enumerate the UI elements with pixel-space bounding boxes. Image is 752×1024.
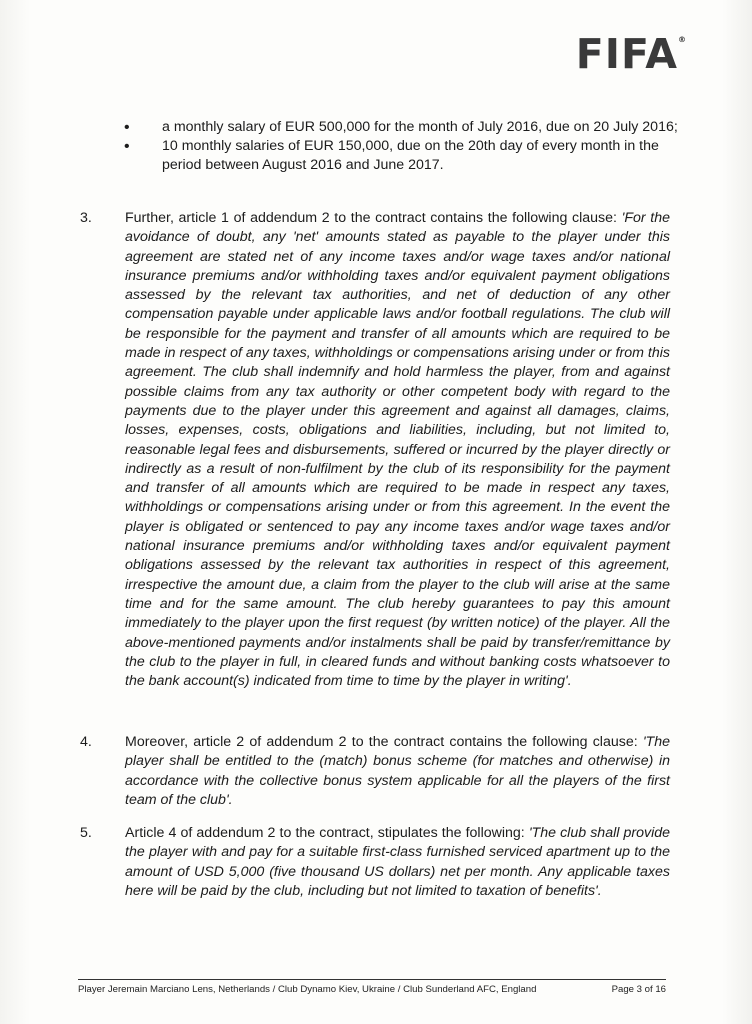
- paragraph-body: [125, 824, 670, 901]
- list-item: [124, 118, 684, 137]
- fifa-logo: [575, 30, 686, 78]
- footer-parties: Player Jeremain Marciano Lens, Netherlands / Club Dynamo Kiev, Ukraine / Club Sunderland AFC, England: [78, 984, 537, 995]
- paragraph-quote: 'The club shall provide the player with and pay for a suitable first-class furnished serviced apartment up to the amount of USD 5,000 (five thousand US dollars) net per month. Any applicable taxes here will be paid by the club, including but not limited to taxation of benefits'.: [125, 825, 671, 899]
- bullet-text: a monthly salary of EUR 500,000 for the month of July 2016, due on 20 July 2016;: [162, 119, 678, 135]
- registered-mark: ®: [678, 35, 686, 44]
- paragraph-quote: 'For the avoidance of doubt, any 'net' amounts stated as payable to the player under this agreement are stated net of any income taxes and/or wage taxes and/or national insurance premiums and/or withholding taxes and/or equivalent payment obligations assessed by the relevant tax authorities, and net of deduction of any other compensation payable under applicable laws and/or football regulations. The club will be responsible for the payment and transfer of all amounts which are required to be made in respect of any taxes, withholdings or compensations arising under or from this agreement. The club shall indemnify and hold harmless the player, from and against possible claims from any tax authority or other competent body with regard to the payments due to the player under this agreement and against all damages, claims, losses, expenses, costs, obligations and liabilities, including, but not limited to, reasonable legal fees and disbursements, suffered or incurred by the player directly or indirectly as a result of non-fulfilment by the club of its responsibility for the payment and transfer of all amounts which are required to be made in respect any taxes, withholdings or compensations arising under or from this agreement. In the event the player is obligated or sentenced to pay any income taxes and/or wage taxes and/or national insurance premiums and/or withholding taxes and/or equivalent payment obligations assessed by the relevant tax authorities in respect of this agreement, irrespective the amount due, a claim from the player to the club will arise at the same time and for the same amount. The club hereby guarantees to pay this amount immediately to the player upon the first request (by written notice) of the player. All the above-mentioned payments and/or instalments shall be paid by transfer/remittance by the club to the player in full, in cleared funds and without banking costs whatsoever to the bank account(s) indicated from time to time by the player in writing'.: [125, 210, 671, 690]
- page-number: Page 3 of 16: [611, 984, 666, 995]
- paragraph-number: 3.: [80, 210, 92, 226]
- paragraph-body: [125, 209, 670, 691]
- paragraph-intro: Moreover, article 2 of addendum 2 to the contract contains the following clause:: [125, 734, 643, 750]
- bullet-icon: •: [124, 119, 130, 136]
- paragraph-body: [125, 733, 670, 810]
- page-footer: [78, 984, 666, 996]
- paragraph-intro: Article 4 of addendum 2 to the contract, stipulates the following:: [125, 825, 529, 841]
- paragraph-number: 5.: [80, 825, 92, 841]
- paragraph-4: [80, 733, 670, 810]
- bullet-icon: •: [124, 138, 130, 155]
- paragraph-number: 4.: [80, 734, 92, 750]
- logo-text: FIFA: [575, 30, 678, 78]
- footer-divider: [78, 979, 666, 980]
- salary-bullet-list: [124, 118, 684, 175]
- paragraph-intro: Further, article 1 of addendum 2 to the contract contains the following clause:: [125, 210, 622, 226]
- bullet-text: 10 monthly salaries of EUR 150,000, due on the 20th day of every month in the period between August 2016 and June 2017.: [162, 138, 659, 173]
- paragraph-5: [80, 824, 670, 901]
- list-item: [124, 137, 684, 175]
- paragraph-quote: 'The player shall be entitled to the (match) bonus scheme (for matches and otherwise) in accordance with the collective bonus system applicable for all the players of the first team of the club'.: [125, 734, 670, 808]
- paragraph-3: [80, 209, 670, 691]
